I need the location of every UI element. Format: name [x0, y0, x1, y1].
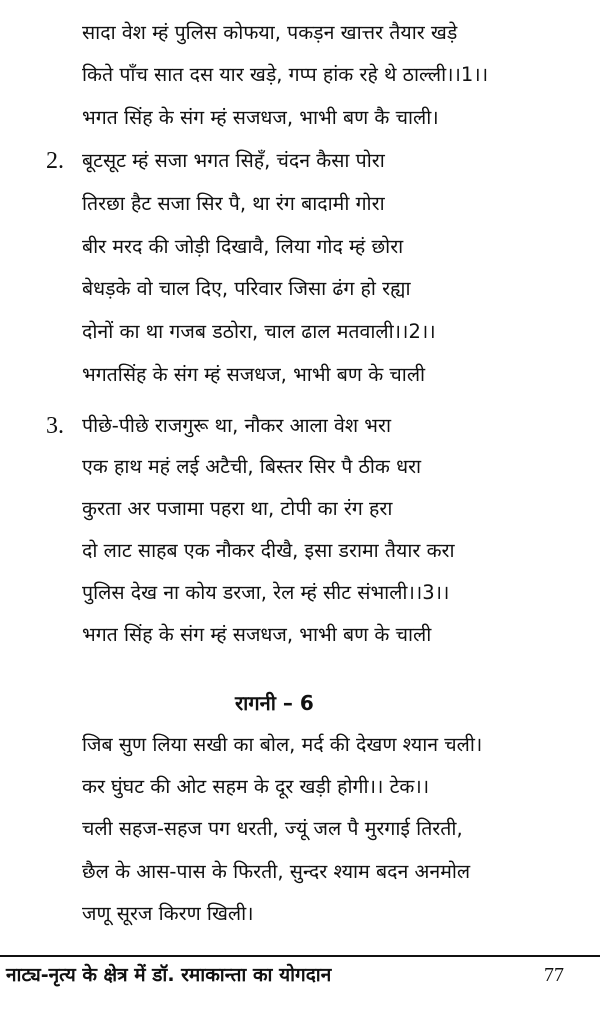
footer-divider [0, 955, 600, 957]
verse-line: बूटसूट म्हं सजा भगत सिहँ, चंदन कैसा पोरा [82, 149, 385, 172]
verse-line: पीछे-पीछे राजगुरू था, नौकर आला वेश भरा [82, 414, 392, 437]
page-number: 77 [544, 964, 564, 986]
verse-line: पुलिस देख ना कोय डरजा, रेल म्हं सीट संभाली।।3।। [82, 581, 450, 604]
verse-line: जणू सूरज किरण खिली। [82, 902, 254, 925]
verse-line: जिब सुण लिया सखी का बोल, मर्द की देखण श्यान चली। [82, 733, 483, 756]
stanza-number: 3. [46, 413, 64, 439]
verse-line: सादा वेश म्हं पुलिस कोफया, पकड़न खात्तर तैयार खड़े [82, 21, 458, 44]
footer-book-title: नाट्य-नृत्य के क्षेत्र में डॉ. रमाकान्ता का योगदान [6, 964, 332, 986]
verse-line: भगतसिंह के संग म्हं सजधज, भाभी बण के चाली [82, 363, 426, 386]
verse-line: एक हाथ महं लई अटैची, बिस्तर सिर पै ठीक धरा [82, 455, 422, 478]
verse-line: बीर मरद की जोड़ी दिखावै, लिया गोद म्हं छोरा [82, 235, 404, 258]
verse-line: तिरछा हैट सजा सिर पै, था रंग बादामी गोरा [82, 192, 385, 215]
verse-line: कुरता अर पजामा पहरा था, टोपी का रंग हरा [82, 497, 393, 520]
verse-line: बेधड़के वो चाल दिए, परिवार जिसा ढंग हो रह्या [82, 277, 411, 300]
verse-line: भगत सिंह के संग म्हं सजधज, भाभी बण कै चाली। [82, 106, 439, 129]
verse-line: चली सहज-सहज पग धरती, ज्यूं जल पै मुरगाई तिरती, [82, 817, 463, 840]
section-heading: रागनी – 6 [235, 691, 314, 715]
verse-line: कर घुंघट की ओट सहम के दूर खड़ी होगी।। टेक।। [82, 775, 430, 798]
verse-line: दो लाट साहब एक नौकर दीखै, इसा डरामा तैयार करा [82, 539, 455, 562]
verse-line: छैल के आस-पास के फिरती, सुन्दर श्याम बदन अनमोल [82, 860, 471, 883]
verse-line: किते पाँच सात दस यार खड़े, गप्प हांक रहे थे ठाल्ली।।1।। [82, 63, 489, 86]
verse-line: भगत सिंह के संग म्हं सजधज, भाभी बण के चाली [82, 623, 432, 646]
verse-line: दोनों का था गजब डठोरा, चाल ढाल मतवाली।।2।। [82, 320, 436, 343]
stanza-number: 2. [46, 148, 64, 174]
